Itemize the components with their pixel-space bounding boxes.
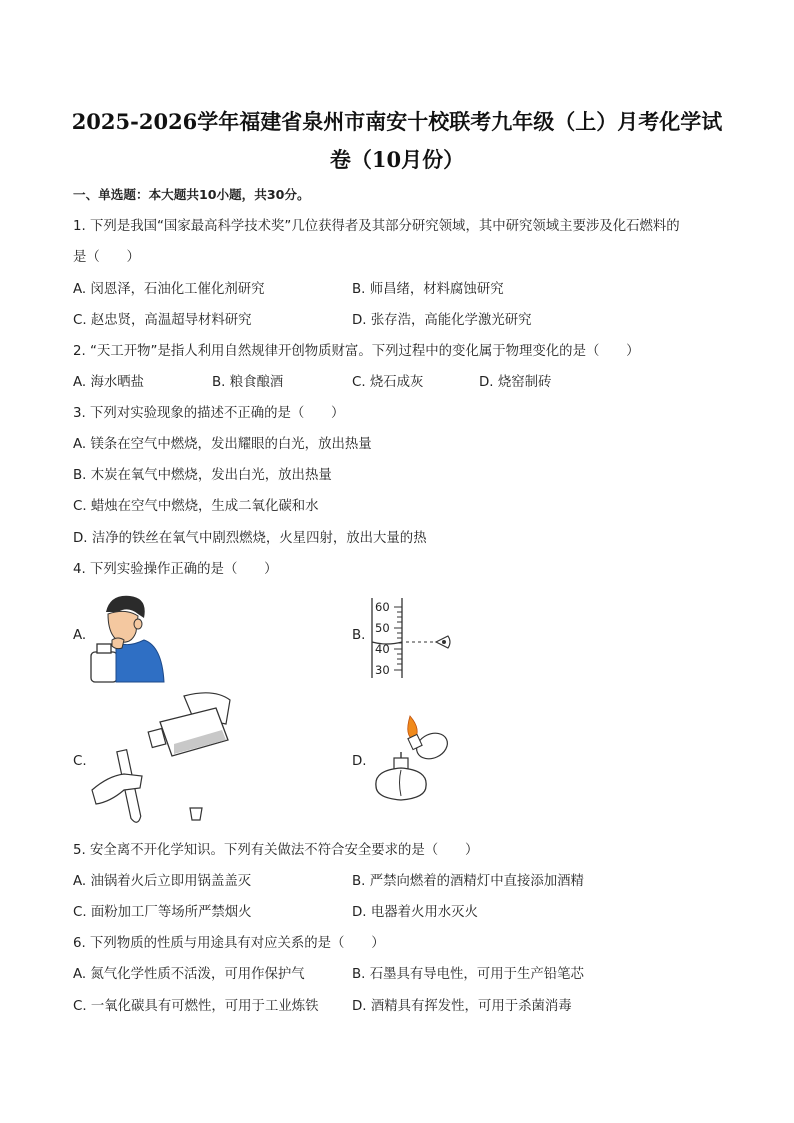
exam-title-line1: 2025-2026学年福建省泉州市南安十校联考九年级（上）月考化学试	[71, 109, 723, 134]
q5-stem: 5. 安全离不开化学知识。下列有关做法不符合安全要求的是（ ）	[73, 843, 479, 858]
q3-option-c: C. 蜡烛在空气中燃烧，生成二氧化碳和水	[73, 499, 319, 514]
q2-option-c: C. 烧石成灰	[352, 375, 424, 390]
q4-stem: 4. 下列实验操作正确的是（ ）	[73, 562, 278, 577]
q5-option-a: A. 油锅着火后立即用锅盖盖灭	[73, 874, 252, 889]
q1-option-c: C. 赵忠贤，高温超导材料研究	[73, 313, 252, 328]
pouring-liquid-illustration	[90, 690, 240, 835]
q1-stem-line1: 1. 下列是我国“国家最高科学技术奖”几位获得者及其部分研究领域，其中研究领域主要涉及化石燃料的	[73, 219, 680, 234]
q4-option-d-label: D.	[352, 754, 367, 769]
tick-label-50: 50	[375, 621, 390, 635]
q6-option-d: D. 酒精具有挥发性，可用于杀菌消毒	[352, 999, 572, 1014]
q2-option-d: D. 烧窑制砖	[479, 375, 552, 390]
q4-option-b-label: B.	[352, 628, 366, 643]
alcohol-lamp-lighting-illustration	[368, 712, 452, 804]
q1-option-b: B. 师昌绪，材料腐蚀研究	[352, 282, 504, 297]
q2-option-b: B. 粮食酿酒	[212, 375, 284, 390]
q4-option-a-label: A.	[73, 628, 87, 643]
section-heading: 一、单选题：本大题共10小题，共30分。	[73, 187, 310, 202]
smelling-gas-illustration	[88, 592, 168, 684]
q1-option-d: D. 张存浩，高能化学激光研究	[352, 313, 532, 328]
q5-option-b: B. 严禁向燃着的酒精灯中直接添加酒精	[352, 874, 584, 889]
q5-option-d: D. 电器着火用水灭火	[352, 905, 478, 920]
q1-stem-line2: 是（ ）	[73, 250, 140, 265]
q6-option-a: A. 氮气化学性质不活泼，可用作保护气	[73, 967, 305, 982]
q2-stem: 2. “天工开物”是指人利用自然规律开创物质财富。下列过程中的变化属于物理变化的是（ ）	[73, 344, 640, 359]
exam-title-line2: 卷（10月份）	[329, 147, 465, 172]
q4-option-c-label: C.	[73, 754, 87, 769]
q6-stem: 6. 下列物质的性质与用途具有对应关系的是（ ）	[73, 936, 385, 951]
q3-stem: 3. 下列对实验现象的描述不正确的是（ ）	[73, 406, 345, 421]
q5-option-c: C. 面粉加工厂等场所严禁烟火	[73, 905, 252, 920]
q3-option-a: A. 镁条在空气中燃烧，发出耀眼的白光，放出热量	[73, 437, 372, 452]
q2-option-a: A. 海水晒盐	[73, 375, 144, 390]
q3-option-b: B. 木炭在氧气中燃烧，发出白光，放出热量	[73, 468, 332, 483]
tick-label-60: 60	[375, 600, 390, 614]
q6-option-b: B. 石墨具有导电性，可用于生产铅笔芯	[352, 967, 584, 982]
tick-label-40: 40	[375, 642, 390, 656]
q3-option-d: D. 洁净的铁丝在氧气中剧烈燃烧，火星四射，放出大量的热	[73, 531, 427, 546]
graduated-cylinder-illustration	[370, 598, 454, 680]
q6-option-c: C. 一氧化碳具有可燃性，可用于工业炼铁	[73, 999, 319, 1014]
q1-option-a: A. 闵恩泽，石油化工催化剂研究	[73, 282, 265, 297]
tick-label-30: 30	[375, 663, 390, 677]
